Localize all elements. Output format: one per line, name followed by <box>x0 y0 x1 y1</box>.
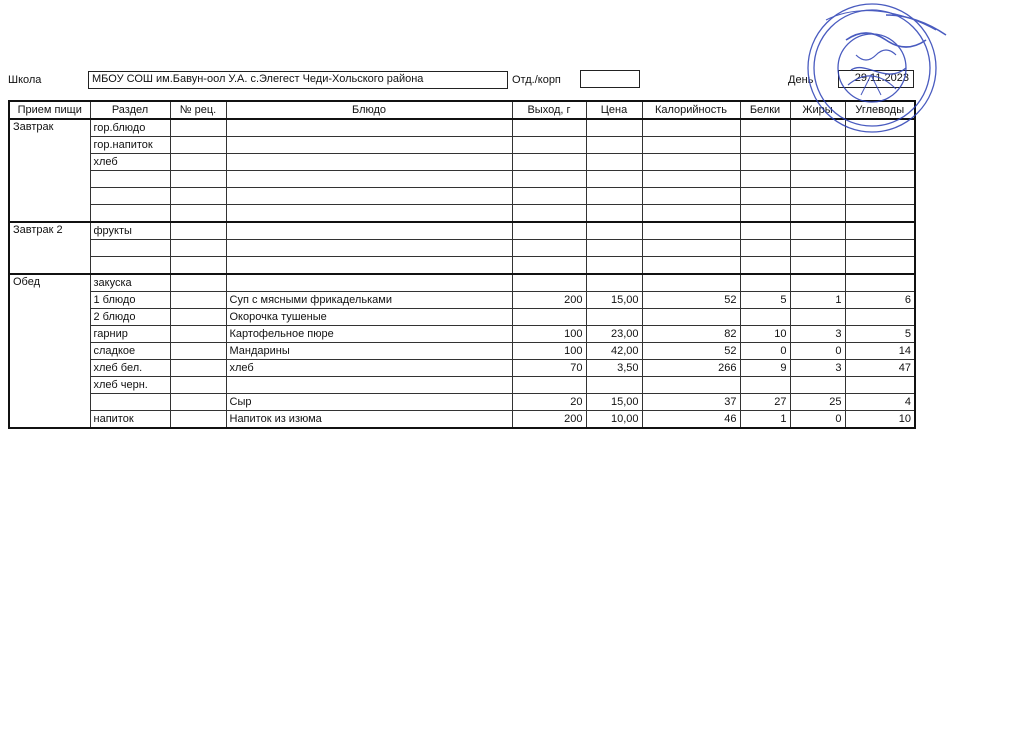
col-header: Выход, г <box>512 101 586 119</box>
yield-cell <box>512 377 586 394</box>
section-cell <box>90 257 170 275</box>
protein-cell: 10 <box>740 326 790 343</box>
protein-cell: 0 <box>740 343 790 360</box>
yield-cell <box>512 205 586 223</box>
dish-cell: хлеб <box>226 360 512 377</box>
kcal-cell <box>642 205 740 223</box>
rec-cell <box>170 377 226 394</box>
yield-cell <box>512 222 586 240</box>
rec-cell <box>170 119 226 137</box>
section-cell: хлеб черн. <box>90 377 170 394</box>
section-cell: хлеб <box>90 154 170 171</box>
dish-cell <box>226 137 512 154</box>
table-row <box>9 188 915 205</box>
fat-cell <box>790 257 845 275</box>
table-row <box>9 257 915 275</box>
price-cell <box>586 257 642 275</box>
rec-cell <box>170 137 226 154</box>
protein-cell <box>740 377 790 394</box>
table-row <box>9 119 915 137</box>
col-header: № рец. <box>170 101 226 119</box>
dish-cell <box>226 188 512 205</box>
col-header: Калорийность <box>642 101 740 119</box>
dish-cell: Мандарины <box>226 343 512 360</box>
yield-cell <box>512 154 586 171</box>
dish-cell <box>226 205 512 223</box>
yield-cell <box>512 137 586 154</box>
protein-cell <box>740 137 790 154</box>
table-row <box>9 411 915 429</box>
dish-cell <box>226 119 512 137</box>
yield-cell <box>512 274 586 292</box>
dish-cell: Картофельное пюре <box>226 326 512 343</box>
dish-cell <box>226 240 512 257</box>
section-cell <box>90 394 170 411</box>
protein-cell <box>740 240 790 257</box>
table-row <box>9 309 915 326</box>
carbs-cell <box>845 222 915 240</box>
price-cell <box>586 137 642 154</box>
dish-cell <box>226 154 512 171</box>
fat-cell: 25 <box>790 394 845 411</box>
section-cell: напиток <box>90 411 170 429</box>
rec-cell <box>170 240 226 257</box>
fat-cell <box>790 171 845 188</box>
protein-cell <box>740 171 790 188</box>
carbs-cell: 47 <box>845 360 915 377</box>
price-cell <box>586 309 642 326</box>
dish-cell <box>226 377 512 394</box>
col-header: Белки <box>740 101 790 119</box>
price-cell <box>586 240 642 257</box>
carbs-cell <box>845 171 915 188</box>
fat-cell <box>790 188 845 205</box>
section-cell: закуска <box>90 274 170 292</box>
kcal-cell <box>642 171 740 188</box>
school-name-field: МБОУ СОШ им.Бавун-оол У.А. с.Элегест Чеди-Хольского района <box>88 71 508 89</box>
protein-cell <box>740 119 790 137</box>
protein-cell <box>740 205 790 223</box>
kcal-cell: 266 <box>642 360 740 377</box>
dish-cell <box>226 274 512 292</box>
menu-table <box>8 100 916 429</box>
section-cell: фрукты <box>90 222 170 240</box>
price-cell <box>586 377 642 394</box>
rec-cell <box>170 309 226 326</box>
carbs-cell: 4 <box>845 394 915 411</box>
dish-cell <box>226 222 512 240</box>
fat-cell: 0 <box>790 411 845 429</box>
yield-cell <box>512 171 586 188</box>
table-row <box>9 377 915 394</box>
kcal-cell <box>642 137 740 154</box>
school-label: Школа <box>8 74 42 86</box>
dish-cell <box>226 171 512 188</box>
section-cell: гор.блюдо <box>90 119 170 137</box>
rec-cell <box>170 257 226 275</box>
meal-cell: Обед <box>9 274 90 428</box>
kcal-cell <box>642 240 740 257</box>
price-cell: 3,50 <box>586 360 642 377</box>
col-header: Прием пищи <box>9 101 90 119</box>
price-cell <box>586 274 642 292</box>
yield-cell: 200 <box>512 292 586 309</box>
table-row <box>9 154 915 171</box>
kcal-cell <box>642 309 740 326</box>
fat-cell: 0 <box>790 343 845 360</box>
fat-cell: 3 <box>790 360 845 377</box>
table-row <box>9 137 915 154</box>
fat-cell <box>790 222 845 240</box>
section-cell: гарнир <box>90 326 170 343</box>
carbs-cell <box>845 377 915 394</box>
carbs-cell <box>845 309 915 326</box>
table-row <box>9 205 915 223</box>
rec-cell <box>170 222 226 240</box>
kcal-cell <box>642 222 740 240</box>
price-cell: 15,00 <box>586 292 642 309</box>
table-row <box>9 240 915 257</box>
rec-cell <box>170 326 226 343</box>
yield-cell: 100 <box>512 343 586 360</box>
school-stamp <box>786 0 956 140</box>
table-row <box>9 274 915 292</box>
menu-body <box>9 119 915 428</box>
dish-cell: Напиток из изюма <box>226 411 512 429</box>
carbs-cell <box>845 240 915 257</box>
kcal-cell <box>642 188 740 205</box>
protein-cell: 1 <box>740 411 790 429</box>
table-row <box>9 292 915 309</box>
dept-label: Отд./корп <box>512 74 561 86</box>
kcal-cell: 82 <box>642 326 740 343</box>
rec-cell <box>170 360 226 377</box>
kcal-cell: 52 <box>642 343 740 360</box>
carbs-cell: 6 <box>845 292 915 309</box>
protein-cell <box>740 257 790 275</box>
yield-cell: 20 <box>512 394 586 411</box>
yield-cell <box>512 188 586 205</box>
price-cell <box>586 205 642 223</box>
carbs-cell <box>845 274 915 292</box>
section-cell: сладкое <box>90 343 170 360</box>
rec-cell <box>170 343 226 360</box>
rec-cell <box>170 171 226 188</box>
col-header: Жиры <box>790 101 845 119</box>
table-row <box>9 343 915 360</box>
price-cell <box>586 119 642 137</box>
yield-cell <box>512 119 586 137</box>
protein-cell <box>740 309 790 326</box>
meal-cell: Завтрак 2 <box>9 222 90 274</box>
section-cell: гор.напиток <box>90 137 170 154</box>
price-cell <box>586 222 642 240</box>
rec-cell <box>170 154 226 171</box>
col-header: Раздел <box>90 101 170 119</box>
yield-cell <box>512 309 586 326</box>
col-header: Цена <box>586 101 642 119</box>
carbs-cell: 10 <box>845 411 915 429</box>
protein-cell <box>740 274 790 292</box>
section-cell <box>90 205 170 223</box>
table-header-row <box>9 101 915 119</box>
kcal-cell <box>642 257 740 275</box>
price-cell: 10,00 <box>586 411 642 429</box>
day-label: День <box>788 74 814 86</box>
kcal-cell <box>642 154 740 171</box>
carbs-cell <box>845 154 915 171</box>
fat-cell: 3 <box>790 326 845 343</box>
price-cell <box>586 171 642 188</box>
section-cell: хлеб бел. <box>90 360 170 377</box>
dept-field <box>580 70 640 88</box>
yield-cell: 70 <box>512 360 586 377</box>
fat-cell <box>790 205 845 223</box>
yield-cell: 100 <box>512 326 586 343</box>
table-row <box>9 394 915 411</box>
rec-cell <box>170 274 226 292</box>
price-cell <box>586 188 642 205</box>
section-cell <box>90 188 170 205</box>
fat-cell: 1 <box>790 292 845 309</box>
price-cell: 15,00 <box>586 394 642 411</box>
yield-cell <box>512 257 586 275</box>
table-row <box>9 360 915 377</box>
price-cell <box>586 154 642 171</box>
protein-cell: 27 <box>740 394 790 411</box>
section-cell <box>90 171 170 188</box>
rec-cell <box>170 205 226 223</box>
carbs-cell: 14 <box>845 343 915 360</box>
dish-cell: Окорочка тушеные <box>226 309 512 326</box>
table-row <box>9 222 915 240</box>
protein-cell <box>740 222 790 240</box>
kcal-cell <box>642 274 740 292</box>
carbs-cell: 5 <box>845 326 915 343</box>
dish-cell: Суп с мясными фрикадельками <box>226 292 512 309</box>
kcal-cell: 46 <box>642 411 740 429</box>
kcal-cell: 37 <box>642 394 740 411</box>
protein-cell: 5 <box>740 292 790 309</box>
yield-cell <box>512 240 586 257</box>
section-cell: 1 блюдо <box>90 292 170 309</box>
dish-cell: Сыр <box>226 394 512 411</box>
table-row <box>9 171 915 188</box>
carbs-cell <box>845 205 915 223</box>
rec-cell <box>170 188 226 205</box>
fat-cell <box>790 240 845 257</box>
carbs-cell <box>845 257 915 275</box>
protein-cell <box>740 188 790 205</box>
day-field: 29.11.2023 <box>838 70 914 88</box>
section-cell <box>90 240 170 257</box>
protein-cell: 9 <box>740 360 790 377</box>
carbs-cell <box>845 188 915 205</box>
yield-cell: 200 <box>512 411 586 429</box>
col-header: Блюдо <box>226 101 512 119</box>
fat-cell <box>790 377 845 394</box>
dish-cell <box>226 257 512 275</box>
kcal-cell: 52 <box>642 292 740 309</box>
section-cell: 2 блюдо <box>90 309 170 326</box>
price-cell: 42,00 <box>586 343 642 360</box>
price-cell: 23,00 <box>586 326 642 343</box>
rec-cell <box>170 411 226 429</box>
table-row <box>9 326 915 343</box>
kcal-cell <box>642 119 740 137</box>
fat-cell <box>790 309 845 326</box>
fat-cell <box>790 154 845 171</box>
col-header: Углеводы <box>845 101 915 119</box>
kcal-cell <box>642 377 740 394</box>
rec-cell <box>170 394 226 411</box>
meal-cell: Завтрак <box>9 119 90 222</box>
fat-cell <box>790 274 845 292</box>
protein-cell <box>740 154 790 171</box>
rec-cell <box>170 292 226 309</box>
